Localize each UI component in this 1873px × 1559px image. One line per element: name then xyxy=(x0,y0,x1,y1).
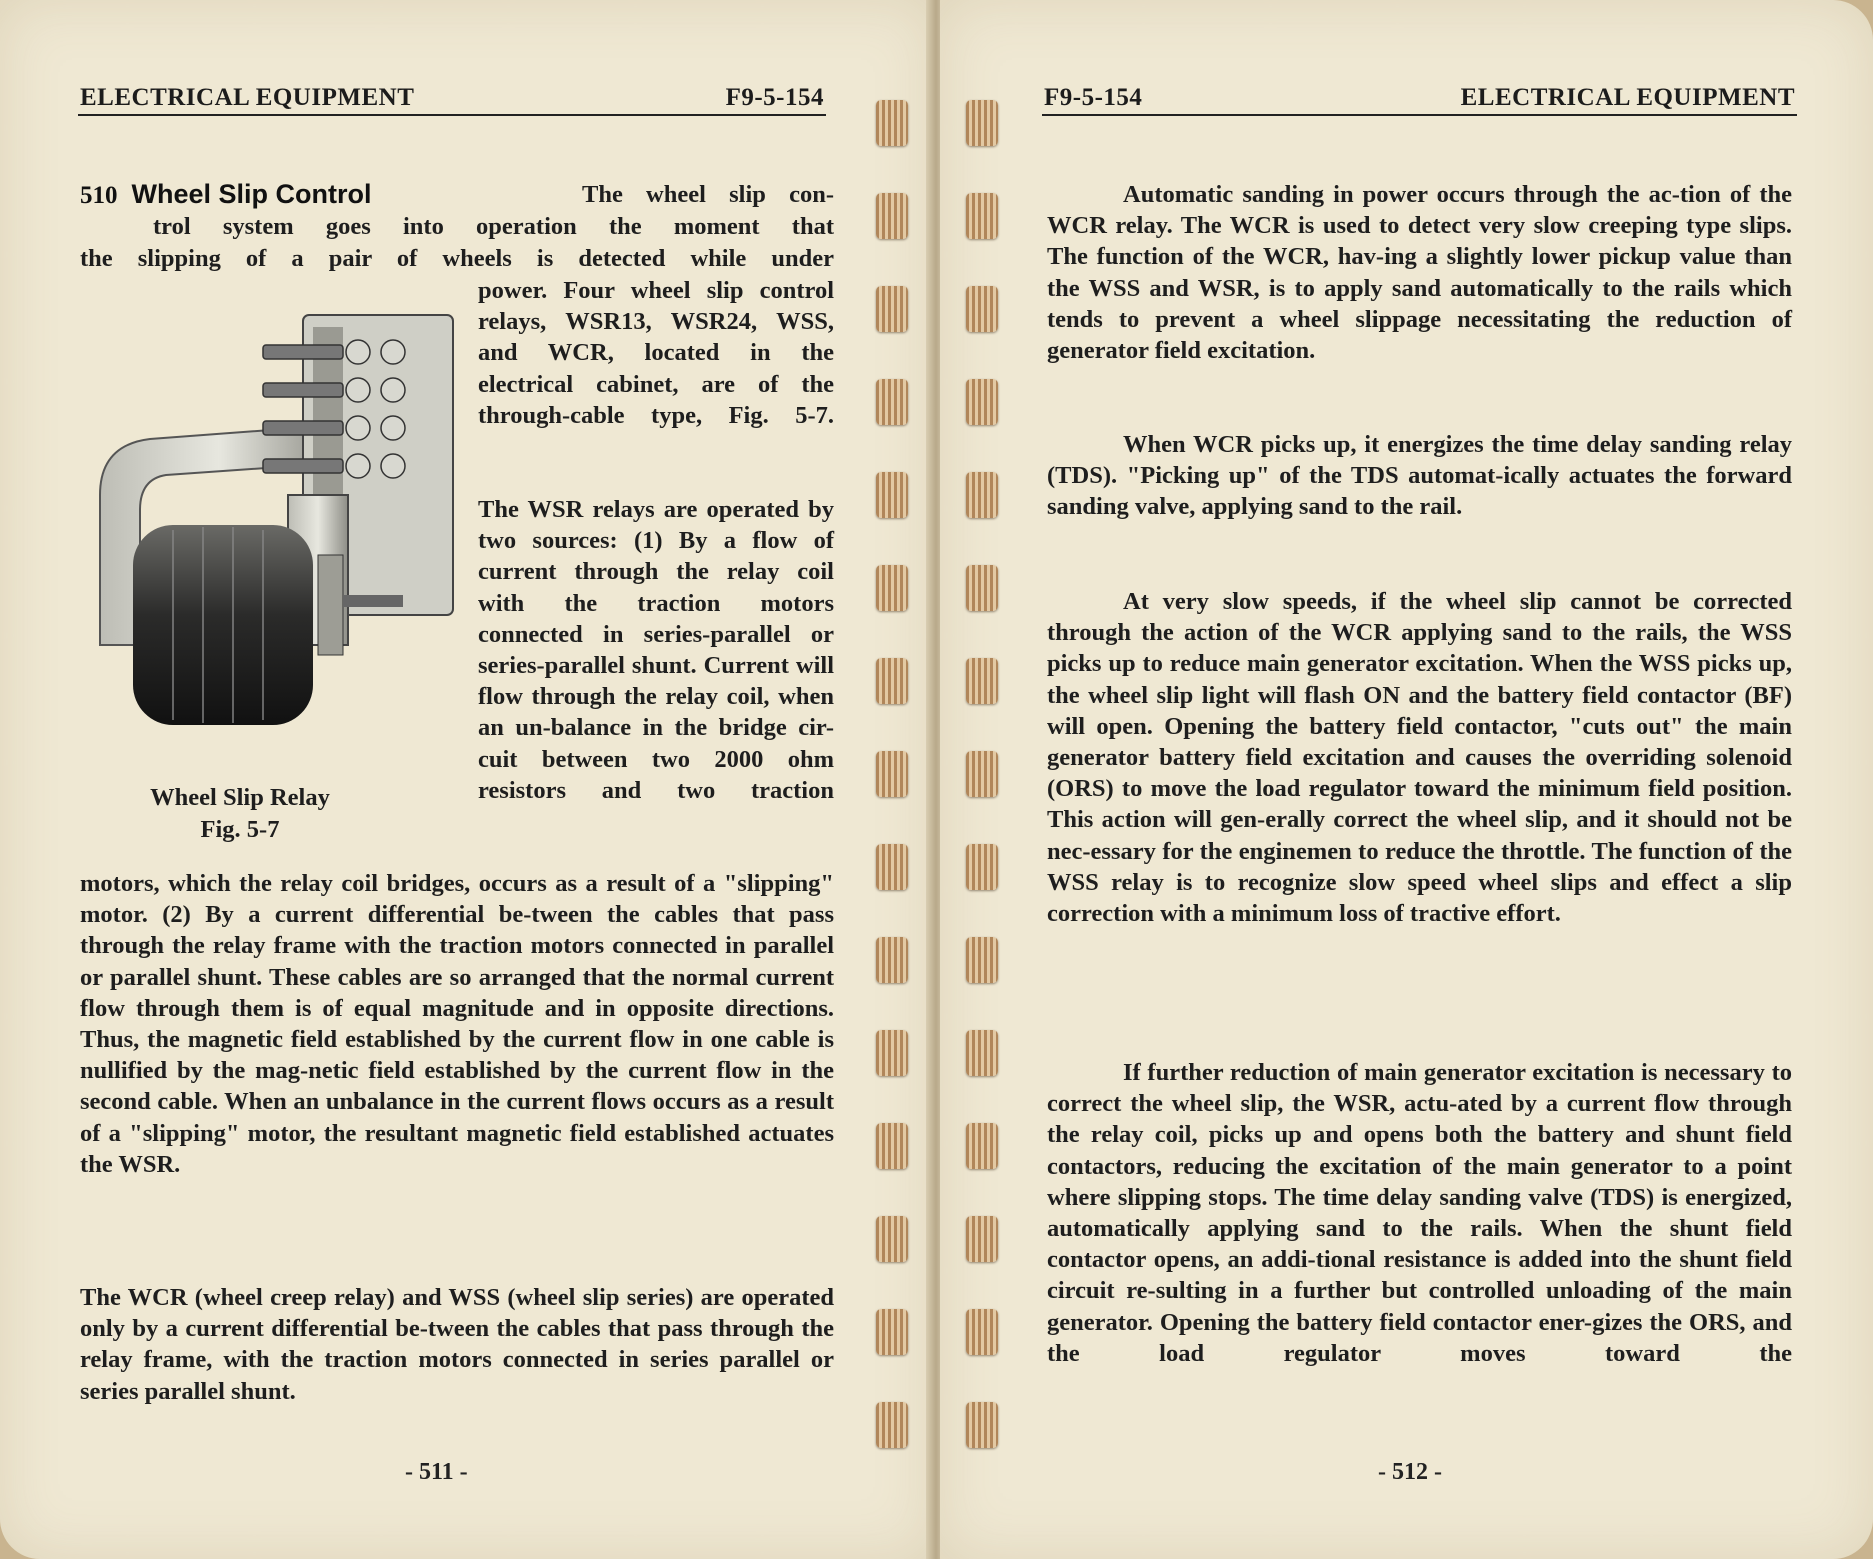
section-heading xyxy=(80,179,372,210)
paragraph-further-reduction: If further reduction of main generator excitation is necessary to correct the wheel slip, the WSR, actu-ated by a current flow through the relay coil, picks up and opens both the battery and shunt field contactors, reducing the excitation of the main generator to a point where slipping stops. The time delay sanding valve (TDS) is energized, automatically applying sand to the rails. When the shunt field contactor opens, an addi-tional resistance is added into the shunt field circuit re-sulting in a further but controlled unloading of the main generator. Opening the battery field contactor ener-gizes the ORS, and the load regulator moves toward the xyxy=(1047,1059,1792,1367)
binding-ring xyxy=(876,844,908,890)
wsr-description: The WSR relays are operated by two sources: (1) By a flow of current through the relay coil with the traction motors connected in series-parallel or series-parallel shunt. Current will flow through the relay coil, when an un-balance in the bridge cir-cuit between two 2000 ohm resistors and two traction xyxy=(478,496,834,804)
binding-ring xyxy=(966,1123,998,1169)
intro-line-1: The wheel slip con- xyxy=(582,181,834,208)
binding-ring xyxy=(966,937,998,983)
binding-ring xyxy=(876,1030,908,1076)
binding-ring xyxy=(876,565,908,611)
binding-ring xyxy=(876,1216,908,1262)
binding-ring xyxy=(876,1309,908,1355)
binding-ring xyxy=(966,1030,998,1076)
relay-description: power. Four wheel slip control relays, WSR13, WSR24, WSS, and WCR, located in the electrical cabinet, are of the through-cable type, Fig. 5-7. xyxy=(478,277,834,429)
right-header-code: F9-5-154 xyxy=(1044,84,1143,111)
binding-ring xyxy=(966,100,998,146)
intro-line-3: the slipping of a pair of wheels is detected while under xyxy=(80,245,834,272)
binding-ring xyxy=(876,100,908,146)
left-page-number: - 511 - xyxy=(405,1459,468,1485)
wsr-description-continued: motors, which the relay coil bridges, occurs as a result of a "slipping" motor. (2) By a current differential be-tween the cables that pass through the relay frame with the traction motors connected in parallel or parallel shunt. These cables are so arranged that the normal current flow through them is of equal magnitude and in opposite directions. Thus, the magnetic field established by the current flow in one cable is nullified by the mag-netic field established by the current flow in the second cable. When an unbalance in the current flows occurs as a result of a "slipping" motor, the resultant magnetic field established actuates the WSR. xyxy=(80,870,834,1178)
section-title: Wheel Slip Control xyxy=(131,179,372,209)
binding-ring xyxy=(876,751,908,797)
section-number: 510 xyxy=(80,182,118,209)
left-page xyxy=(0,0,933,1559)
wheel-slip-relay-photo xyxy=(88,305,468,735)
binding-ring xyxy=(876,658,908,704)
right-running-header xyxy=(1042,80,1797,116)
left-running-header xyxy=(78,80,826,116)
binding-ring xyxy=(966,1216,998,1262)
paragraph-slow-speeds: At very slow speeds, if the wheel slip cannot be corrected through the action of the WCR applying sand to the rails, the WSS picks up to reduce main generator excitation. When the WSS picks up, the wheel slip light will flash ON and the battery field contactor (BF) will open. Opening the battery field contactor, "cuts out" the main generator battery field excitation and causes the overriding solenoid (ORS) to move the load regulator toward the minimum field position. This action will gen-erally correct the wheel slip, and it should not be nec-essary for the enginemen to reduce the throttle. The function of the WSS relay is to recognize slow speed wheel slips and effect a slip correction with a minimum loss of tractive effort. xyxy=(1047,588,1792,928)
binding-ring xyxy=(876,937,908,983)
binding-ring xyxy=(966,751,998,797)
figure-caption-number: Fig. 5-7 xyxy=(200,816,280,843)
binding-ring xyxy=(966,1402,998,1448)
binding-ring xyxy=(876,472,908,518)
binding-ring xyxy=(966,1309,998,1355)
right-page xyxy=(940,0,1873,1559)
binding-ring xyxy=(966,193,998,239)
binding-ring xyxy=(966,565,998,611)
binding-ring xyxy=(876,286,908,332)
figure-caption-title: Wheel Slip Relay xyxy=(150,784,330,811)
binding-ring xyxy=(876,193,908,239)
wcr-wss-paragraph: The WCR (wheel creep relay) and WSS (wheel slip series) are operated only by a current differential be-tween the cables that pass through the relay frame, with the traction motors connected in series parallel or series parallel shunt. xyxy=(80,1284,834,1405)
binding-ring xyxy=(876,1123,908,1169)
paragraph-automatic-sanding: Automatic sanding in power occurs through the ac-tion of the WCR relay. The WCR is used to detect very slow creeping type slips. The function of the WCR, hav-ing a slightly lower pickup value than the WSS and WSR, is to apply sand automatically to the rails which tends to prevent a wheel slippage necessitating the reduction of generator field excitation. xyxy=(1047,181,1792,365)
right-page-number: - 512 - xyxy=(1378,1459,1442,1485)
binding-ring xyxy=(966,286,998,332)
binding-ring xyxy=(966,379,998,425)
left-header-code: F9-5-154 xyxy=(725,84,824,111)
intro-line-2: trol system goes into operation the moment that xyxy=(153,213,834,240)
left-header-title: ELECTRICAL EQUIPMENT xyxy=(80,84,415,111)
binding-ring xyxy=(966,658,998,704)
right-header-title: ELECTRICAL EQUIPMENT xyxy=(1460,84,1795,111)
binding-ring xyxy=(876,379,908,425)
binding-ring xyxy=(876,1402,908,1448)
binding-ring xyxy=(966,844,998,890)
paragraph-wcr-pickup: When WCR picks up, it energizes the time delay sanding relay (TDS). "Picking up" of the TDS automat-ically actuates the forward sanding valve, applying sand to the rail. xyxy=(1047,431,1792,521)
binding-ring xyxy=(966,472,998,518)
